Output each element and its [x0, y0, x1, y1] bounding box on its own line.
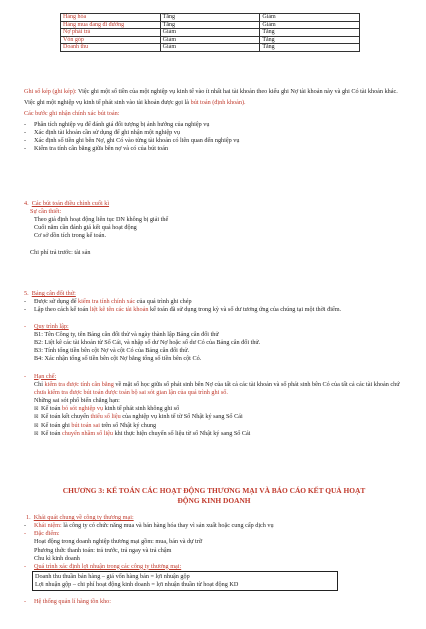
error-pre: Kế toán kết chuyển: [41, 413, 91, 421]
journal-entry-line: [24, 99, 404, 107]
necessity-item: Cuối năm cần đánh giá kết quả hoạt động: [34, 224, 137, 232]
errors-list: [24, 405, 404, 439]
feature-label: Đặc điểm:: [34, 530, 60, 538]
error-highlight: bỏ sót nghiệp vụ: [61, 404, 104, 412]
limitation-title-text: Hạn chế:: [34, 372, 57, 380]
error-post: kinh tế phát sinh không ghi sổ: [103, 404, 180, 412]
table-cell: Giảm: [160, 29, 260, 37]
profit-line: Doanh thu thuần bán hàng – giá vốn hàng bán = lợi nhuận gộp: [35, 572, 190, 580]
feature-title: - Đặc điểm:: [24, 530, 60, 538]
profit-box: [32, 571, 338, 591]
limit-mid: về mặt số học giữa số phát sinh bên Nợ của tất cả các tài khoản và số phát sinh bên Có của tất cả các tài khoản chứ: [113, 380, 400, 388]
table-cell: Giảm: [260, 21, 360, 29]
table-cell: Nợ phải trả: [61, 29, 161, 37]
table-row: [61, 14, 360, 22]
account-change-table: [60, 13, 360, 52]
table-row: [61, 21, 360, 29]
chapter3-s1-title: Khái quát chung về công ty thương mại:: [33, 514, 134, 522]
list-item-text: Phân tích nghiệp vụ để đánh giá đối tượng bị ảnh hưởng của nghiệp vụ: [34, 121, 210, 129]
limitation-title: - Hạn chế:: [24, 372, 57, 380]
error-pre: Kế toán ghi: [41, 421, 72, 429]
method-highlight: liệt kê tên các tài khoản: [89, 306, 149, 314]
limit-highlight-2: chưa kiểm tra được bút toán được toán bộ sai sót gian lận của quá trình ghi số.: [34, 388, 228, 396]
list-item: [24, 129, 404, 137]
chapter3-s1-number: 1.: [26, 514, 31, 522]
error-highlight: thiếu số liệu: [90, 413, 121, 421]
method-post: kế toán đã sử dụng trong kỳ và số dư tương ứng của chúng tại một thời điểm.: [148, 306, 342, 314]
list-item-text: Xác định số tiền ghi bên Nợ, ghi Có vào từng tài khoản có liên quan đến nghiệp vụ: [34, 137, 240, 145]
table-row: [61, 29, 360, 37]
chapter3-section: [24, 486, 404, 606]
checkbox-icon: ☒: [34, 415, 39, 421]
process-step: B1: Tên Công ty, tên Bảng cân đối thử và ngày thành lập Bảng cân đối thử: [34, 331, 219, 339]
limit-highlight: kiểm tra được tính cân bằng: [44, 380, 114, 388]
journal-entry-text: Việc ghi một nghiệp vụ kinh tế phát sinh vào tài khoản được gọi là: [24, 99, 191, 107]
necessity-label: Sự cần thiết:: [30, 208, 62, 216]
chapter3-s1-heading: [24, 514, 404, 522]
adjusting-entries-section: [24, 200, 404, 257]
inventory-text: Hệ thống quản lí hàng tồn kho:: [34, 597, 111, 605]
profit-line: Lợi nhuận gộp – chi phí hoạt động kinh doanh = lợi nhuận thuần từ hoạt động KD: [35, 580, 239, 588]
feature-item: Phương thức thanh toán: trả trước, trả ngay và trả chậm: [34, 546, 172, 554]
steps-list: [24, 121, 404, 153]
table-cell: Vốn góp: [61, 36, 161, 44]
trial-balance-method: - Lập theo cách kế toán liệt kê tên các tài khoản kế toán đã sử dụng trong kỳ và số dư tương ứng của chúng tại một thời điểm.: [24, 306, 342, 314]
error-post: khi thực hiện chuyển số liệu từ sổ Nhật ký sang Sổ Cái: [113, 430, 251, 438]
table-row: [61, 44, 360, 52]
list-item-text: Kiểm tra tính cân bằng giữa bên nợ và có của bút toán: [34, 145, 169, 153]
section4-number: 4.: [24, 200, 29, 207]
feature-item: Hoạt động trong doanh nghiệp thương mại gồm: mua, bán và dự trữ: [34, 538, 203, 546]
list-item: [24, 137, 404, 145]
error-pre: Kế toán: [41, 430, 62, 438]
feature-item: Chu kì kinh doanh: [34, 554, 80, 562]
list-dash: -: [24, 137, 27, 145]
error-pre: Kế toán: [41, 404, 62, 412]
error-highlight: chuyển nhầm số liệu: [61, 430, 114, 438]
chapter3-title-line1: CHƯƠNG 3: KẾ TOÁN CÁC HOẠT ĐỘNG THƯƠNG MẠI VÀ BÁO CÁO KẾT QUẢ HOẠT: [62, 486, 366, 495]
necessity-item: Theo giả định hoạt động liên tục DN không bị giải thể: [34, 216, 169, 224]
table-cell: Giảm: [160, 36, 260, 44]
chapter3-title-line2: ĐỘNG KINH DOANH: [177, 495, 251, 505]
error-item: [34, 413, 404, 422]
concept-line: - Khái niệm: là công ty có chức năng mua và bán hàng hóa thay vì sản xuất hoặc cung cấp dịch vụ: [24, 522, 274, 530]
error-item: [34, 430, 404, 439]
list-item-text: Xác định tài khoản cần sử dụng để ghi nhận một nghiệp vụ: [34, 129, 180, 137]
error-item: [34, 422, 404, 431]
list-item: [24, 145, 404, 153]
limitation-text: [24, 381, 404, 397]
error-item: [34, 405, 404, 414]
double-entry-definition: [24, 88, 404, 96]
table-row: [61, 36, 360, 44]
error-post: trên sổ Nhật ký chung: [99, 421, 157, 429]
journal-entry-highlight: bút toán (định khoản).: [190, 99, 246, 107]
limit-pre: Chỉ: [34, 380, 45, 388]
table-cell: Hàng hóa: [61, 14, 161, 22]
process-step: B3: Tính tổng tiền bên cột Nợ và cột Có của Bảng cân đối thử.: [34, 347, 190, 355]
chapter3-title: [24, 486, 404, 505]
table-cell: Tăng: [260, 44, 360, 52]
process-title-text: Quy trình lập:: [34, 323, 69, 331]
necessity-list: [24, 216, 404, 240]
section4-title: Các bút toán điều chỉnh cuối kì: [31, 200, 110, 207]
table-cell: Tăng: [160, 21, 260, 29]
table-cell: Tăng: [260, 29, 360, 37]
checkbox-icon: ☒: [34, 406, 39, 412]
error-post: của nghiệp vụ kinh tế từ Sổ Nhật ký sang Sổ Cái: [120, 413, 243, 421]
prepaid-expense: Chi phí trả trước: tài sản: [30, 249, 91, 257]
method-pre: Lập theo cách kế toán: [34, 306, 90, 314]
section5-heading: [24, 290, 404, 298]
common-errors-intro: Những sai sót phổ biến chẳng hạn:: [34, 396, 120, 404]
error-highlight: bút toán sai: [71, 421, 100, 429]
inventory-title: - Hệ thống quản lí hàng tồn kho:: [24, 597, 111, 605]
double-entry-text: Việc ghi một số tiền của một nghiệp vụ kinh tế vào ít nhất hai tài khoản theo kiểu ghi Nợ tài khoản này và ghi Có tài khoản khác.: [76, 88, 398, 95]
checkbox-icon: ☒: [34, 423, 39, 429]
trial-balance-purpose: - Được sử dụng để kiểm tra tính chính xác của quá trình ghi chép: [24, 298, 192, 306]
table-cell: Tăng: [160, 14, 260, 22]
purpose-post: của quá trình ghi chép: [135, 298, 192, 306]
process-list: [24, 331, 404, 363]
profit-title: - Quá trình xác định lợi nhuận trong các công ty thương mại:: [24, 562, 182, 570]
features-list: [24, 538, 404, 562]
trial-balance-section: [24, 290, 404, 439]
table-cell: Doanh thu: [61, 44, 161, 52]
concept-text: là công ty có chức năng mua và bán hàng hóa thay vì sản xuất hoặc cung cấp dịch vụ: [61, 522, 274, 530]
profit-title-text: Quá trình xác định lợi nhuận trong các công ty thương mại:: [34, 562, 182, 570]
list-dash: -: [24, 129, 27, 137]
table-cell: Hàng mua đang đi đường: [61, 21, 161, 29]
purpose-highlight: kiểm tra tính chính xác: [78, 298, 136, 306]
table-cell: Giảm: [260, 14, 360, 22]
purpose-pre: Được sử dụng để: [34, 298, 79, 306]
concept-label: Khái niệm:: [34, 522, 62, 530]
steps-title: Các bước ghi nhận chính xác bút toán:: [24, 110, 120, 118]
process-step: B4: Xác nhận tổng số tiền bên cột Nợ bằng tổng số tiền bên cột Có.: [34, 355, 202, 363]
section5-title: Bảng cân đối thử:: [31, 290, 76, 297]
section4-heading: [24, 200, 404, 208]
table-cell: Tăng: [260, 36, 360, 44]
necessity-item: Cơ sở dồn tích trong kế toán.: [34, 232, 107, 240]
double-entry-label: Ghi sổ kép (ghi kép):: [24, 88, 77, 95]
list-item: [24, 121, 404, 129]
list-dash: -: [24, 121, 27, 129]
process-title: - Quy trình lập:: [24, 323, 69, 331]
process-step: B2: Liệt kê các tài khoản từ Sổ Cái, và nhập số dư Nợ hoặc số dư Có của Bảng cân đối thử.: [34, 339, 261, 347]
list-dash: -: [24, 145, 27, 153]
checkbox-icon: ☒: [34, 432, 39, 438]
section5-number: 5.: [24, 290, 29, 297]
table-cell: Giảm: [160, 44, 260, 52]
double-entry-section: [24, 88, 404, 153]
